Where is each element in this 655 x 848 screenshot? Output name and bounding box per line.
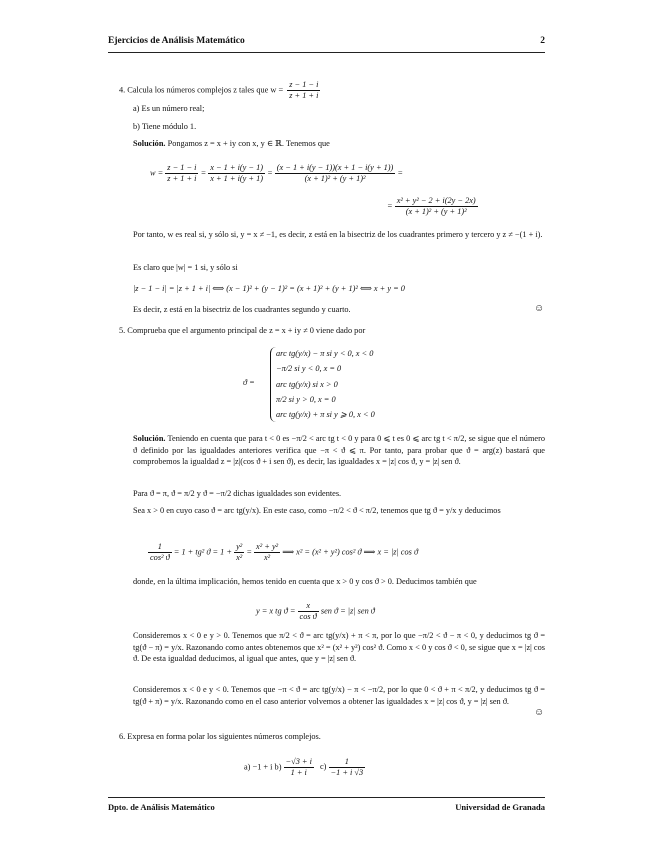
case-1: arc tg(y/x) − π si y < 0, x < 0 xyxy=(276,349,374,358)
case-4: π/2 si y > 0, x = 0 xyxy=(276,394,336,404)
ex4-solution-intro: Solución. Pongamos z = x + iy con x, y ∈ ℝ. Tenemos que xyxy=(133,139,330,148)
ex5-solution-p4: donde, en la última implicación, hemos tenido en cuenta que x > 0 y cos ϑ > 0. Deducimos también que xyxy=(133,577,477,586)
ex4-equation-modulus: |z − 1 − i| = |z + 1 + i| ⟺ (x − 1)² + (y − 1)² = (x + 1)² + (y + 1)² ⟺ x + y = 0 xyxy=(133,284,405,293)
case-3: arc tg(y/x) si x > 0 xyxy=(276,379,338,389)
ex6-statement: 6. Expresa en forma polar los siguientes números complejos. xyxy=(119,732,321,741)
qed-smiley-icon: ☺ xyxy=(534,303,545,314)
ex4-paragraph-modulus: Es claro que |w| = 1 si, y sólo si xyxy=(133,263,238,272)
page-footer xyxy=(108,797,545,812)
ex4-conclusion: Es decir, z está en la bisectriz de los cuadrantes segundo y cuarto. xyxy=(133,305,351,314)
ex4-item-a: a) Es un número real; xyxy=(133,104,205,113)
ex5-statement: 5. Comprueba que el argumento principal de z = x + iy ≠ 0 viene dado por xyxy=(119,326,366,335)
page-header xyxy=(108,36,545,53)
ex4-paragraph-real: Por tanto, w es real si, y sólo si, y = x ≠ −1, es decir, z está en la bisectriz de los cuadrantes primero y tercero y z ≠ −(1 + i). xyxy=(133,230,543,239)
ex5-equation-cos: $\frac{1}{\text{cos² ϑ}}$ = 1 + tg² ϑ = 1 + $\frac{\text{y²}}{\text{x²}}$ = $\frac{\text{x² + y²}}{\text{x²}}$ ⟹ x² = (x² + y²) cos² ϑ ⟹ x = |z| cos ϑ xyxy=(150,542,419,562)
qed-smiley-icon: ☺ xyxy=(534,707,545,718)
ex4-statement: 4. Calcula los números complejos z tales que w = $\frac{z - 1 - i}{z + 1 + i}$ xyxy=(119,80,319,100)
page-number: 2 xyxy=(540,36,545,46)
ex5-solution-p1: Solución. Teniendo en cuenta que para t < 0 es −π/2 < arc tg t < 0 y para 0 ⩽ t es 0 ⩽ arc tg t < π/2, se sigue que el número ϑ definido por las igualdades anteriores verifica que −π < ϑ ⩽ π. Por tanto, para probar que ϑ = arg(z) bastará que comprobemos la igualdad z = |z|(cos ϑ + i sen ϑ), es decir, las igualdades x = |z| cos ϑ, y = |z| sen ϑ. xyxy=(133,434,545,466)
footer-university: Universidad de Granada xyxy=(455,802,545,812)
footer-department: Dpto. de Análisis Matemático xyxy=(108,802,215,812)
case-5: arc tg(y/x) + π si y ⩾ 0, x < 0 xyxy=(276,410,375,420)
ex5-solution-p3: Sea x > 0 en cuyo caso ϑ = arc tg(y/x). En este caso, como −π/2 < ϑ < π/2, tenemos que tg ϑ = y/x y deducimos xyxy=(133,506,501,515)
case-2: −π/2 si y < 0, x = 0 xyxy=(276,364,342,374)
ex5-theta: ϑ = xyxy=(243,378,255,387)
ex4-equation-w: w = $\frac{z - 1 - i}{z + 1 + i}$ = $\frac{x - 1 + i(y - 1)}{x + 1 + i(y + 1)}$ = $\frac{(x - 1 + i(y - 1))(x + 1 - i(y + 1))}{\text{(x + 1)² + (y + 1)²}}$ = xyxy=(150,163,403,183)
ex4-item-b: b) Tiene módulo 1. xyxy=(133,122,197,131)
ex4-equation-w-cont: = $\frac{\text{x² + y² − 2 + i(2y − 2x)}}{\text{(x + 1)² + (y + 1)²}}$ xyxy=(387,196,476,216)
ex5-equation-sin: y = x tg ϑ = $\frac{x}{\text{cos ϑ}}$ sen ϑ = |z| sen ϑ xyxy=(256,601,375,621)
ex5-cases xyxy=(276,346,375,422)
ex5-solution-p6: Consideremos x < 0 e y < 0. Tenemos que −π < ϑ = arc tg(y/x) − π < −π/2, por lo que 0 < ϑ + π < π/2, y deducimos tg ϑ = tg(ϑ + π) = y/x. Razonando como en el caso anterior volvemos a obtener las igualdades x = |z| cos ϑ, y = |z| sen ϑ. xyxy=(133,685,545,706)
ex6-items: a) −1 + i b) $\frac{-√3 + i}{1 + i}$ c) $\frac{1}{-1 + i √3}$ xyxy=(244,757,364,777)
ex5-solution-p5: Consideremos x < 0 e y > 0. Tenemos que π/2 < ϑ = arc tg(y/x) + π < π, por lo que −π/2 < ϑ − π < 0, y deducimos tg ϑ = tg(ϑ − π) = y/x. Razonando como antes obtenemos que x² = (x² + y²) cos² ϑ. Como x < 0 y cos ϑ < 0, se sigue que x = |z| cos ϑ. De esta igualdad deducimos, al igual que antes, que y = |z| sen ϑ. xyxy=(133,631,545,663)
ex5-solution-p2: Para ϑ = π, ϑ = π/2 y ϑ = −π/2 dichas igualdades son evidentes. xyxy=(133,489,342,498)
header-title: Ejercicios de Análisis Matemático xyxy=(108,36,245,46)
